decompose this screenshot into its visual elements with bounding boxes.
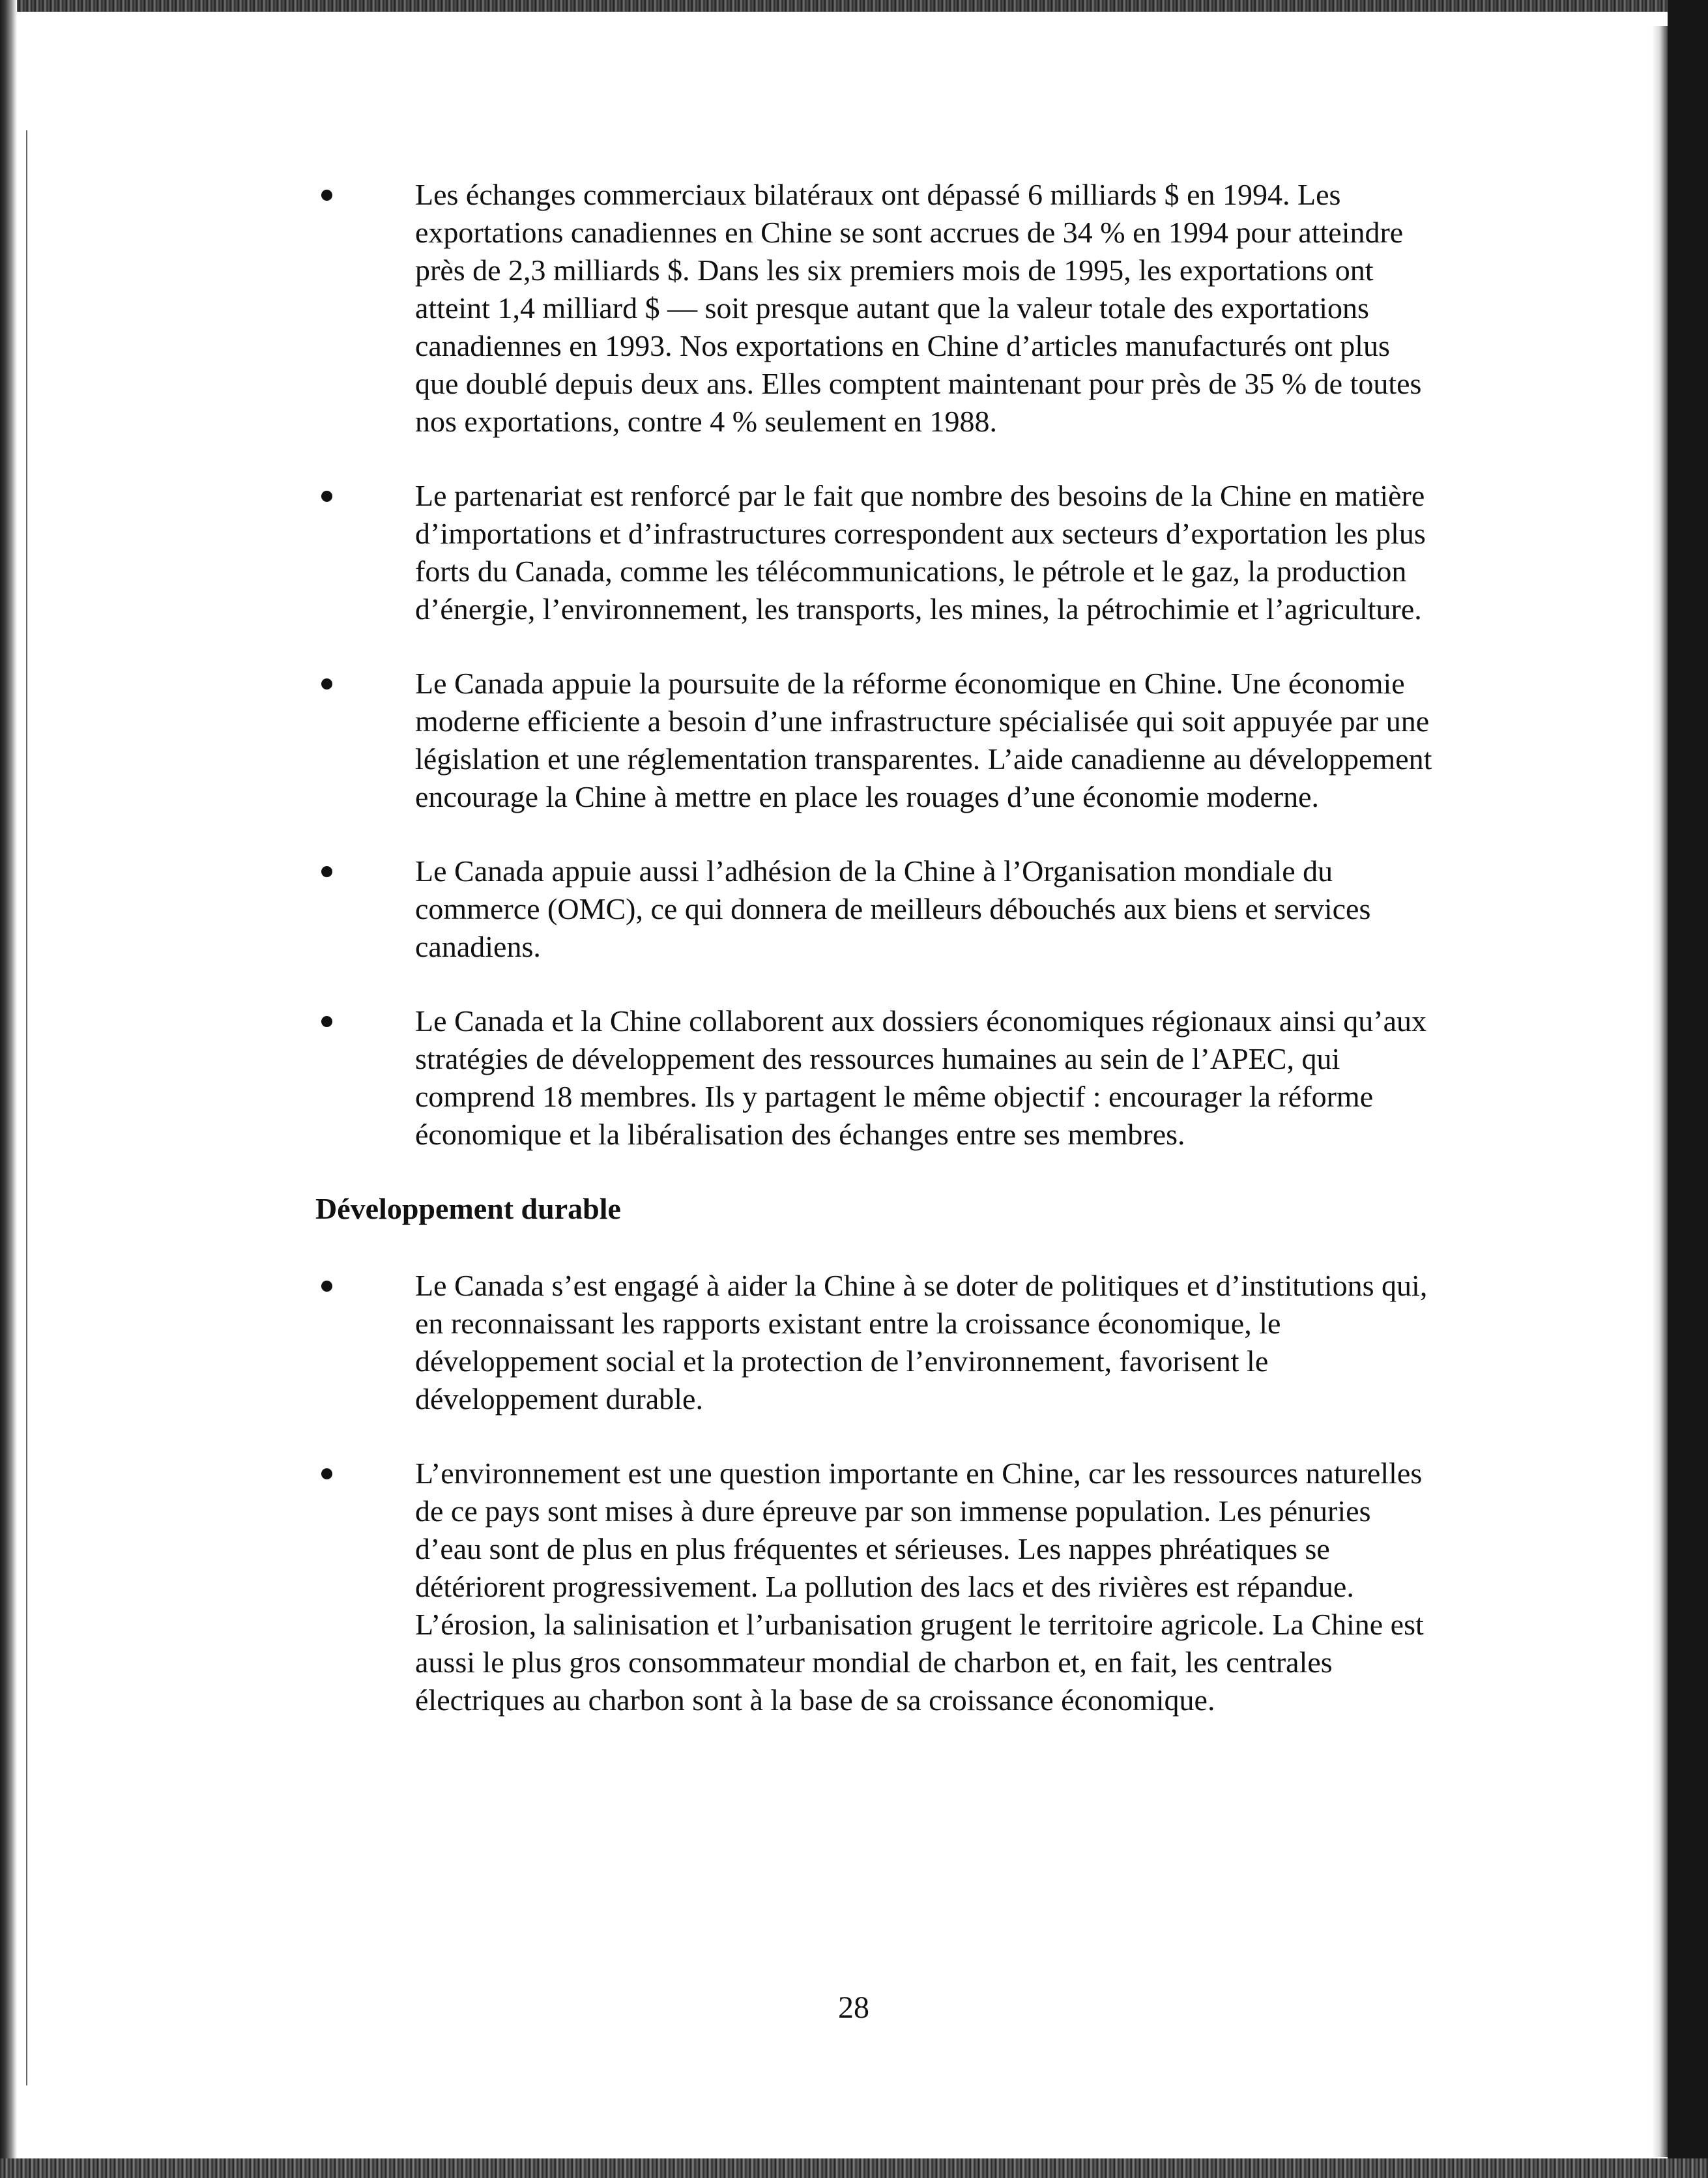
bullet-item-partnership (313, 477, 1434, 628)
bullet-text: Le Canada appuie aussi l’adhésion de la Chine à l’Organisation mondiale du commerce (OMC), ce qui donnera de meilleurs débouchés aux biens et services canadiens. (415, 854, 1371, 963)
bullet-item-trade (313, 176, 1434, 441)
bullet-text: Le partenariat est renforcé par le fait que nombre des besoins de la Chine en matière d’importations et d’infrastructures correspondent aux secteurs d’exportation les plus forts du Canada, comme les télécommunications, le pétrole et le gaz, la production d’énergie, l’environnement, les transports, les mines, la pétrochimie et l’agriculture. (415, 479, 1426, 626)
bullet-item-environment (313, 1455, 1434, 1719)
bullet-item-wto (313, 852, 1434, 966)
bullet-text: Le Canada et la Chine collaborent aux dossiers économiques régionaux ainsi qu’aux stratégies de développement des ressources humaines au sein de l’APEC, qui comprend 18 membres. Ils y partagent le même objectif : encourager la réforme économique et la libéralisation des échanges entre ses membres. (415, 1004, 1427, 1151)
bullet-item-apec (313, 1002, 1434, 1154)
bullet-text: Le Canada appuie la poursuite de la réforme économique en Chine. Une économie moderne efficiente a besoin d’une infrastructure spécialisée qui soit appuyée par une législation et une réglementation transparentes. L’aide canadienne au développement encourage la Chine à mettre en place les rouages d’une économie moderne. (415, 667, 1432, 813)
bullet-item-economic-reform (313, 665, 1434, 816)
bullet-icon (321, 491, 332, 502)
scan-edge-left (0, 0, 17, 2178)
bullet-text: L’environnement est une question importante en Chine, car les ressources naturelles de ce pays sont mises à dure épreuve par son immense population. Les pénuries d’eau sont de plus en plus fréquentes et sérieuses. Les nappes phréatiques se détériorent progressivement. La pollution des lacs et des rivières est répandue. L’érosion, la salinisation et l’urbanisation grugent le territoire agricole. La Chine est aussi le plus gros consommateur mondial de charbon et, en fait, les centrales électriques au charbon sont à la base de sa croissance économique. (415, 1457, 1424, 1717)
bullet-icon (321, 1281, 332, 1292)
bullet-icon (321, 1468, 332, 1479)
bullet-text: Les échanges commerciaux bilatéraux ont dépassé 6 milliards $ en 1994. Les exportations canadiennes en Chine se sont accrues de 34 % en 1994 pour atteindre près de 2,3 milliards $. Dans les six premiers mois de 1995, les exportations ont atteint 1,4 milliard $ — soit presque autant que la valeur totale des exportations canadiennes en 1993. Nos exportations en Chine d’articles manufacturés ont plus que doublé depuis deux ans. Elles comptent maintenant pour près de 35 % de toutes nos exportations, contre 4 % seulement en 1988. (415, 178, 1422, 438)
page-body (313, 176, 1434, 1756)
bullet-icon (321, 1016, 332, 1027)
scan-edge-top (0, 0, 1708, 12)
page-number: 28 (838, 1990, 869, 2025)
scan-page-curl (1652, 26, 1668, 2157)
bullet-text: Le Canada s’est engagé à aider la Chine à se doter de politiques et d’institutions qui, en reconnaissant les rapports existant entre la croissance économique, le développement social et la protection de l’environnement, favorisent le développement durable. (415, 1269, 1428, 1416)
bullet-icon (321, 678, 332, 690)
scan-edge-bottom (0, 2158, 1708, 2178)
section-heading: Développement durable (315, 1192, 621, 1225)
scan-binding-line (26, 130, 27, 2085)
bullet-icon (321, 866, 332, 877)
scan-edge-right (1668, 0, 1708, 2178)
bullet-icon (321, 190, 332, 201)
bullet-item-sustainable-policy (313, 1267, 1434, 1418)
